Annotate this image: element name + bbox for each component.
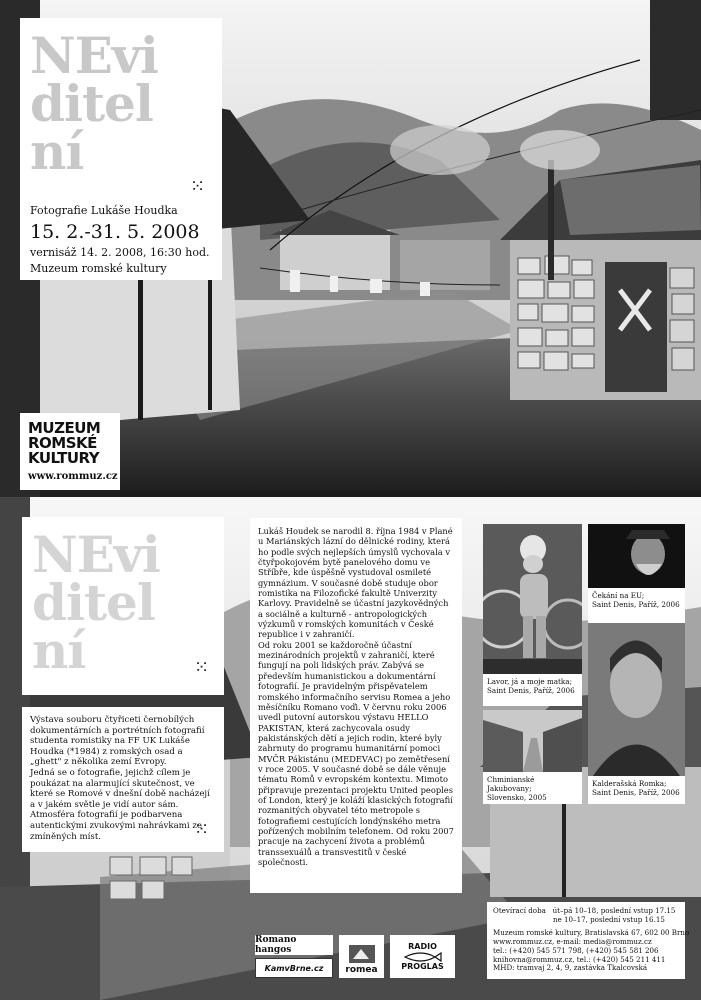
library-contact: knihovna@rommuz.cz, tel.: (+420) 545 211 411 [493, 954, 666, 964]
sponsor-romea-label: romea [345, 965, 378, 975]
exhibition-dates: 15. 2.-31. 5. 2008 [30, 221, 200, 243]
caption-lavor-text: Lavor, já a moje matka; Saint Denis, Paříž, 2006 [487, 677, 575, 695]
photo-village-street [483, 710, 582, 772]
sponsor-radio-proglas[interactable] [390, 935, 455, 978]
sponsor-kamvbrne[interactable] [255, 958, 333, 978]
title-block-bottom [22, 517, 224, 695]
web-email[interactable]: www.rommuz.cz, e-mail: media@rommuz.cz [493, 936, 652, 946]
radio-label: RADIO [408, 941, 437, 951]
caption-cekani [588, 588, 685, 623]
caption-chminianske-text: Chminianské Jakubovany; Slovensko, 2005 [487, 775, 547, 802]
contact-info-box [487, 902, 690, 979]
caption-lavor [483, 674, 582, 706]
romea-logo-icon [347, 943, 377, 965]
hours-label: Otevírací doba [493, 906, 546, 915]
cross-ornament-icon: ⁙ [190, 176, 204, 197]
title-block-top [20, 18, 222, 280]
cross-ornament-icon: ⁙ [194, 819, 208, 840]
sponsor-romano-hangos[interactable] [255, 935, 333, 955]
caption-kalderasska [588, 776, 685, 804]
title-line-3: ní [30, 122, 84, 181]
photo-child-bicycle [483, 524, 582, 674]
caption-chminianske [483, 772, 582, 804]
logo-line-1: MUZEUM [28, 419, 101, 437]
logo-line-3: KULTURY [28, 449, 100, 467]
title-line-2: ditel [32, 573, 155, 632]
museum-logo [20, 413, 120, 490]
biography-text-block [250, 518, 462, 893]
title-line-2: ditel [30, 74, 153, 133]
public-transit: MHD: tramvaj 2, 4, 9, zastávka Tkalcovská [493, 963, 648, 973]
logo-url[interactable]: www.rommuz.cz [28, 471, 118, 482]
sponsor-romea[interactable] [339, 935, 384, 978]
exhibition-title [30, 26, 158, 181]
address: Muzeum romské kultury, Bratislavská 67, 602 00 Brno [493, 927, 690, 937]
bio-paragraph-2: Od roku 2001 se každoročně účastní mezinárodních projektů v zahraničí, které fungují na poli lidských práv. Zabývá se především humanistickou a dokumentární fotografií. Je pravidelným přispěvatelem romského informačního servisu Romea a jeho měsíčníku Romano voďi. V červnu roku 2006 uvedl putovní autorskou výstavu HELLO PAKISTAN, která zachycovala osudy pakistánských dětí a jejich rodin, které byly zahrnuty do programu humanitární pomoci MVČR Pákistánu (MEDEVAC) po zemětřesení v roce 2005. V současné době se dále věnuje tématu Romů v evropském kontextu. Mimoto připravuje prezentaci projektu United peoples of London, který je koláží klasických fotografií rozmanitých obyvatel této metropole s fotografiemi cestujících londýnského metra pořízených mobilním telefonem. Od roku 2007 pracuje na zachycení života a problémů transsexuálů a transvestitů v české společnosti. [258, 639, 454, 867]
intro-paragraph-1: Výstava souboru čtyřiceti černobílých dokumentárních a portrétních fotografií studenta romistiky na FF UK Lukáše Houdka (*1984) z romských osad a „ghett" z několika zemí Evropy. [30, 715, 205, 768]
photo-woman-portrait [588, 623, 685, 776]
title-line-1: NEvi [30, 26, 158, 85]
title-line-3: ní [32, 621, 86, 680]
venue-name: Muzeum romské kultury [30, 262, 167, 275]
proglas-label: PROGLAS [401, 961, 444, 971]
fish-logo-icon [403, 952, 443, 962]
caption-kalderasska-text: Kalderašská Romka; Saint Denis, Paříž, 2006 [592, 779, 680, 797]
sponsor-kamvbrne-label: KamvBrne.cz [264, 963, 324, 973]
hours-sunday: ne 10–17, poslední vstup 16.15 [553, 914, 665, 924]
logo-line-2: ROMSKÉ [28, 434, 97, 452]
telephone: tel.: (+420) 545 571 798, (+420) 545 581 206 [493, 945, 659, 955]
intro-text-block [22, 707, 224, 852]
cross-ornament-icon: ⁙ [194, 657, 208, 678]
title-line-1: NEvi [32, 525, 160, 584]
bio-paragraph-1: Lukáš Houdek se narodil 8. října 1984 v Plané u Mariánských lázní do dělnické rodiny, která ho podle svých nejlepších úmyslů vychovala v čtyřpokojovém bytě panelového domu ve Stříbře, kde úspěšně vystudoval osmileté gymnázium. V současné době studuje obor romistika na Filozofické fakultě Univerzity Karlovy. Pravidelně se účastní jazykovědných a sociálně a kulturně - antropologických výzkumů v romských komunitách v České republice i v zahraničí. [258, 526, 453, 640]
hours-weekdays: út–pá 10–18, poslední vstup 17.15 [552, 906, 676, 915]
sponsor-romano-hangos-label: Romano hangos [255, 935, 297, 955]
intro-paragraph-2: Jedná se o fotografie, jejichž cílem je poukázat na alarmující skutečnost, ve které se Romové v dnešní době nacházejí a v jakém světle je vidí autor sám. Atmosféra fotografií je podbarvena autentickými zvukovými nahrávkami ze zmíněných míst. [30, 767, 210, 842]
exhibition-subtitle: Fotografie Lukáše Houdka [30, 204, 178, 217]
caption-cekani-text: Čekání na EU; Saint Denis, Paříž, 2006 [592, 591, 680, 609]
opening-date: vernisáž 14. 2. 2008, 16:30 hod. [30, 246, 210, 259]
photo-man-hat [588, 524, 685, 588]
exhibition-title-repeat [32, 525, 160, 680]
